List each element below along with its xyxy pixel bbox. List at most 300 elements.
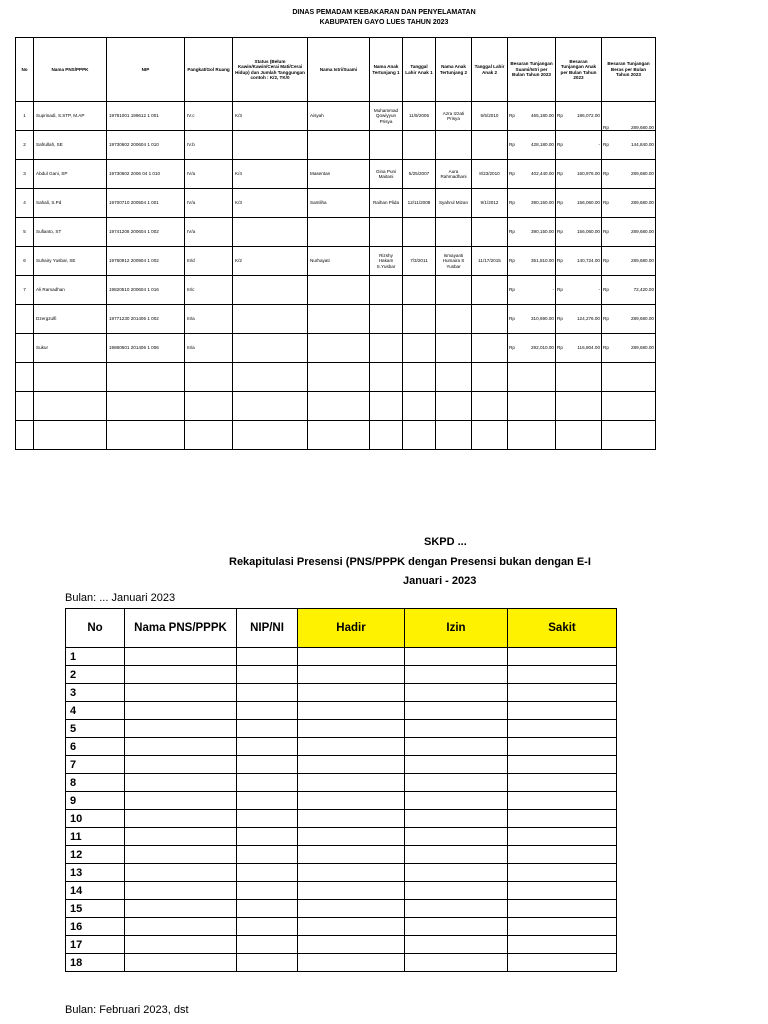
row-number: 13: [66, 864, 125, 882]
cell-no: 5: [16, 218, 34, 247]
cell-pangkat: IV/a: [185, 160, 233, 189]
table-row: [16, 276, 656, 305]
cell-tgl1: [403, 218, 436, 247]
attendance-cell: [298, 810, 405, 828]
attendance-period: Januari - 2023: [403, 575, 477, 587]
cell-anak1: Muhammad Qowiyyun Prisya: [370, 102, 403, 131]
cell-anak2: [436, 334, 472, 363]
attendance-row: [66, 702, 617, 720]
attendance-cell: [298, 756, 405, 774]
amount-value: 289,680.00: [631, 171, 654, 177]
attendance-cell: [508, 648, 617, 666]
currency-label: Rp: [509, 345, 515, 351]
attendance-cell: [237, 810, 298, 828]
cell-tunj_istri: [508, 334, 556, 363]
cell-tunj_istri: [508, 247, 556, 276]
attendance-cell: [298, 720, 405, 738]
attendance-cell: [298, 684, 405, 702]
currency-label: Rp: [509, 171, 515, 177]
currency-label: Rp: [557, 229, 563, 235]
currency-label: Rp: [509, 113, 515, 119]
currency-label: Rp: [557, 287, 563, 293]
empty-cell: [556, 421, 602, 450]
skpd-label: SKPD ...: [424, 536, 467, 548]
attendance-cell: [125, 648, 237, 666]
empty-cell: [436, 392, 472, 421]
empty-cell: [403, 392, 436, 421]
cell-tunj_anak: [556, 276, 602, 305]
empty-cell: [34, 421, 107, 450]
table-row: [16, 131, 656, 160]
allowance-col-10: Besaran Tunjangan Suami/Istri per Bulan Tahun 2023: [508, 38, 556, 102]
allowance-col-12: Besaran Tunjangan Beras per Bulan Tahun 2023: [602, 38, 656, 102]
cell-tunj_anak: [556, 247, 602, 276]
attendance-cell: [508, 936, 617, 954]
attendance-cell: [237, 702, 298, 720]
empty-cell: [233, 392, 308, 421]
attendance-cell: [237, 936, 298, 954]
attendance-cell: [405, 756, 508, 774]
attendance-cell: [405, 882, 508, 900]
cell-tgl2: 11/17/2015: [472, 247, 508, 276]
amount-value: 186,072.00: [577, 113, 600, 119]
attendance-cell: [237, 774, 298, 792]
cell-status: [233, 276, 308, 305]
attendance-cell: [508, 864, 617, 882]
currency-label: Rp: [509, 316, 515, 322]
empty-cell: [370, 421, 403, 450]
row-number: 14: [66, 882, 125, 900]
currency-label: Rp: [603, 229, 609, 235]
currency-label: Rp: [509, 258, 515, 264]
table-row: [16, 334, 656, 363]
cell-tunj_beras: [602, 102, 656, 131]
empty-cell: [602, 392, 656, 421]
attendance-cell: [298, 774, 405, 792]
amount-value: 289,680.00: [631, 258, 654, 264]
cell-tunj_istri: [508, 305, 556, 334]
col-hadir: Hadir: [298, 609, 405, 648]
cell-tgl2: [472, 131, 508, 160]
row-number: 8: [66, 774, 125, 792]
attendance-cell: [237, 648, 298, 666]
cell-pangkat: IV.c: [185, 102, 233, 131]
row-number: 12: [66, 846, 125, 864]
currency-label: Rp: [603, 124, 609, 130]
cell-anak2: [436, 305, 472, 334]
cell-nip: 19760912 200904 1 002: [107, 247, 185, 276]
cell-no: [16, 305, 34, 334]
cell-nip: 19730602 200604 1 010: [107, 131, 185, 160]
document-header: [0, 8, 768, 28]
empty-cell: [16, 363, 34, 392]
cell-anak1: [370, 305, 403, 334]
cell-tunj_istri: [508, 189, 556, 218]
cell-pangkat: III/d: [185, 247, 233, 276]
attendance-cell: [125, 720, 237, 738]
cell-pangkat: III/c: [185, 276, 233, 305]
empty-cell: [107, 392, 185, 421]
attendance-cell: [125, 882, 237, 900]
attendance-cell: [298, 846, 405, 864]
amount-value: 310,690.00: [531, 316, 554, 322]
currency-label: Rp: [509, 287, 515, 293]
currency-label: Rp: [603, 142, 609, 148]
empty-cell: [185, 363, 233, 392]
empty-cell: [472, 363, 508, 392]
cell-pasangan: Nurhayati: [308, 247, 370, 276]
cell-tunj_beras: [602, 189, 656, 218]
attendance-cell: [237, 900, 298, 918]
cell-no: 4: [16, 189, 34, 218]
attendance-cell: [405, 648, 508, 666]
attendance-cell: [508, 774, 617, 792]
cell-nama: Ali Ramadhan: [34, 276, 107, 305]
empty-cell: [472, 421, 508, 450]
cell-pangkat: III/a: [185, 305, 233, 334]
attendance-cell: [508, 666, 617, 684]
cell-tgl1: [403, 305, 436, 334]
attendance-cell: [237, 864, 298, 882]
attendance-cell: [125, 954, 237, 972]
cell-anak2: [436, 218, 472, 247]
amount-value: -: [552, 287, 554, 293]
cell-nama: Safrullah, SE: [34, 131, 107, 160]
attendance-cell: [125, 684, 237, 702]
empty-cell: [185, 392, 233, 421]
attendance-cell: [237, 684, 298, 702]
amount-value: 140,724.00: [577, 258, 600, 264]
currency-label: Rp: [509, 142, 515, 148]
row-number: 4: [66, 702, 125, 720]
attendance-cell: [508, 828, 617, 846]
attendance-cell: [125, 738, 237, 756]
currency-label: Rp: [603, 345, 609, 351]
cell-nip: 19700710 200504 1 001: [107, 189, 185, 218]
empty-row: [16, 421, 656, 450]
amount-value: 465,180.00: [531, 113, 554, 119]
cell-no: 2: [16, 131, 34, 160]
cell-tunj_anak: [556, 131, 602, 160]
cell-anak2: Aura Rahmadhani: [436, 160, 472, 189]
cell-pasangan: [308, 276, 370, 305]
cell-anak2: Azra Izzati Prisya: [436, 102, 472, 131]
cell-status: [233, 334, 308, 363]
empty-cell: [308, 421, 370, 450]
attendance-cell: [125, 828, 237, 846]
attendance-cell: [405, 846, 508, 864]
row-number: 17: [66, 936, 125, 954]
attendance-cell: [508, 756, 617, 774]
row-number: 5: [66, 720, 125, 738]
amount-value: 72,420.00: [633, 287, 654, 293]
attendance-row: [66, 720, 617, 738]
cell-nip: 19781001 199612 1 001: [107, 102, 185, 131]
attendance-cell: [508, 900, 617, 918]
attendance-cell: [125, 810, 237, 828]
cell-nip: 19741208 200604 1 002: [107, 218, 185, 247]
attendance-cell: [237, 828, 298, 846]
cell-tgl1: [403, 131, 436, 160]
row-number: 1: [66, 648, 125, 666]
cell-tgl2: 5/5/2010: [472, 102, 508, 131]
attendance-cell: [298, 648, 405, 666]
attendance-cell: [298, 666, 405, 684]
table-row: [16, 102, 656, 131]
cell-tunj_istri: [508, 102, 556, 131]
cell-nip: 19820510 200604 1 016: [107, 276, 185, 305]
attendance-cell: [237, 720, 298, 738]
cell-nama: Suhairy Yusbar, SE: [34, 247, 107, 276]
cell-pangkat: III/a: [185, 334, 233, 363]
allowance-table-header-row: [16, 38, 656, 102]
amount-value: 160,976.00: [577, 171, 600, 177]
cell-tunj_beras: [602, 276, 656, 305]
attendance-cell: [405, 810, 508, 828]
cell-tunj_beras: [602, 160, 656, 189]
attendance-cell: [508, 954, 617, 972]
currency-label: Rp: [557, 345, 563, 351]
currency-label: Rp: [557, 258, 563, 264]
attendance-cell: [508, 810, 617, 828]
attendance-table-header-row: [66, 609, 617, 648]
allowance-col-11: Besaran Tunjangan Anak per Bulan Tahun 2023: [556, 38, 602, 102]
cell-no: 6: [16, 247, 34, 276]
allowance-col-5: Nama Istri/Suami: [308, 38, 370, 102]
cell-status: K/4: [233, 160, 308, 189]
cell-nama: Sahali, S.Pd: [34, 189, 107, 218]
cell-pangkat: IV/a: [185, 189, 233, 218]
attendance-cell: [405, 936, 508, 954]
allowance-col-3: Pangkat/Gol Ruang: [185, 38, 233, 102]
currency-label: Rp: [557, 142, 563, 148]
attendance-cell: [125, 864, 237, 882]
amount-value: 156,060.00: [577, 200, 600, 206]
empty-cell: [472, 392, 508, 421]
attendance-cell: [125, 666, 237, 684]
attendance-cell: [405, 774, 508, 792]
cell-anak1: Gina Puni Maitani: [370, 160, 403, 189]
attendance-cell: [125, 918, 237, 936]
attendance-cell: [237, 954, 298, 972]
table-row: [16, 189, 656, 218]
cell-tunj_beras: [602, 131, 656, 160]
allowance-col-2: NIP: [107, 38, 185, 102]
amount-value: 402,440.00: [531, 171, 554, 177]
attendance-row: [66, 756, 617, 774]
table-row: [16, 160, 656, 189]
cell-tunj_anak: [556, 218, 602, 247]
empty-cell: [556, 392, 602, 421]
attendance-table: [65, 608, 617, 972]
attendance-cell: [125, 900, 237, 918]
attendance-row: [66, 738, 617, 756]
empty-cell: [107, 363, 185, 392]
cell-nama: Sukur: [34, 334, 107, 363]
attendance-row: [66, 954, 617, 972]
currency-label: Rp: [557, 316, 563, 322]
empty-cell: [16, 421, 34, 450]
attendance-row: [66, 810, 617, 828]
empty-cell: [436, 363, 472, 392]
attendance-cell: [237, 882, 298, 900]
attendance-title: Rekapitulasi Presensi (PNS/PPPK dengan Presensi bukan dengan E-I: [229, 556, 591, 568]
attendance-cell: [508, 846, 617, 864]
cell-tunj_beras: [602, 247, 656, 276]
empty-cell: [107, 421, 185, 450]
cell-anak1: Raihan Plida: [370, 189, 403, 218]
cell-tunj_beras: [602, 218, 656, 247]
empty-cell: [308, 363, 370, 392]
allowance-col-6: Nama Anak Tertunjang 1: [370, 38, 403, 102]
attendance-row: [66, 900, 617, 918]
cell-anak1: [370, 334, 403, 363]
cell-nip: 19771230 201406 1 002: [107, 305, 185, 334]
empty-cell: [556, 363, 602, 392]
empty-cell: [308, 392, 370, 421]
empty-row: [16, 363, 656, 392]
currency-label: Rp: [557, 113, 563, 119]
currency-label: Rp: [603, 287, 609, 293]
currency-label: Rp: [509, 229, 515, 235]
attendance-cell: [405, 918, 508, 936]
cell-nip: 19730602 2006 04 1 010: [107, 160, 185, 189]
cell-tgl1: [403, 276, 436, 305]
currency-label: Rp: [509, 200, 515, 206]
attendance-row: [66, 828, 617, 846]
attendance-row: [66, 882, 617, 900]
cell-tunj_beras: [602, 305, 656, 334]
attendance-cell: [508, 684, 617, 702]
cell-status: K/3: [233, 189, 308, 218]
attendance-cell: [298, 954, 405, 972]
cell-tgl2: [472, 276, 508, 305]
empty-cell: [16, 392, 34, 421]
cell-tgl2: [472, 218, 508, 247]
cell-pasangan: Aisyah: [308, 102, 370, 131]
cell-nama: Abdul Gani, SP: [34, 160, 107, 189]
attendance-cell: [298, 900, 405, 918]
cell-tunj_beras: [602, 334, 656, 363]
empty-cell: [370, 392, 403, 421]
currency-label: Rp: [557, 200, 563, 206]
amount-value: 289,680.00: [631, 229, 654, 235]
attendance-cell: [298, 864, 405, 882]
empty-cell: [436, 421, 472, 450]
currency-label: Rp: [603, 200, 609, 206]
attendance-row: [66, 684, 617, 702]
cell-nama: Suprinadi, S.STP, M.AP: [34, 102, 107, 131]
empty-cell: [403, 421, 436, 450]
cell-tgl2: [472, 334, 508, 363]
cell-anak2: Syahrul Mizan: [436, 189, 472, 218]
row-number: 6: [66, 738, 125, 756]
amount-value: 289,680.00: [631, 200, 654, 206]
empty-cell: [508, 392, 556, 421]
cell-pasangan: [308, 218, 370, 247]
attendance-row: [66, 648, 617, 666]
cell-pangkat: IV.b: [185, 131, 233, 160]
next-month-label: Bulan: Februari 2023, dst: [65, 1004, 189, 1016]
attendance-cell: [237, 918, 298, 936]
cell-tunj_anak: [556, 160, 602, 189]
attendance-cell: [237, 756, 298, 774]
col-nama: Nama PNS/PPPK: [125, 609, 237, 648]
cell-status: K/2: [233, 247, 308, 276]
attendance-row: [66, 936, 617, 954]
attendance-cell: [125, 846, 237, 864]
cell-anak2: Ismayanti Humaira S Yusbar: [436, 247, 472, 276]
cell-no: 3: [16, 160, 34, 189]
cell-nama: Dzergzulfi: [34, 305, 107, 334]
cell-tunj_istri: [508, 276, 556, 305]
attendance-row: [66, 918, 617, 936]
attendance-cell: [125, 774, 237, 792]
cell-anak1: Rizshy Hakam S.Yusbar: [370, 247, 403, 276]
currency-label: Rp: [603, 171, 609, 177]
cell-no: 7: [16, 276, 34, 305]
cell-no: 1: [16, 102, 34, 131]
attendance-row: [66, 792, 617, 810]
amount-value: 289,680.00: [631, 124, 654, 130]
cell-status: [233, 131, 308, 160]
amount-value: 116,804.00: [577, 345, 600, 351]
attendance-cell: [125, 936, 237, 954]
attendance-cell: [298, 738, 405, 756]
row-number: 10: [66, 810, 125, 828]
row-number: 7: [66, 756, 125, 774]
allowance-col-0: No: [16, 38, 34, 102]
empty-cell: [602, 421, 656, 450]
cell-tgl1: [403, 334, 436, 363]
row-number: 11: [66, 828, 125, 846]
cell-anak2: [436, 131, 472, 160]
cell-no: [16, 334, 34, 363]
empty-row: [16, 392, 656, 421]
row-number: 9: [66, 792, 125, 810]
amount-value: 156,060.00: [577, 229, 600, 235]
allowance-table: [15, 37, 656, 450]
col-izin: Izin: [405, 609, 508, 648]
month-label: Bulan: ... Januari 2023: [65, 592, 176, 604]
cell-tunj_anak: [556, 102, 602, 131]
cell-nip: 19860601 201406 1 006: [107, 334, 185, 363]
attendance-cell: [405, 720, 508, 738]
attendance-cell: [298, 792, 405, 810]
currency-label: Rp: [603, 258, 609, 264]
amount-value: 289,680.00: [631, 316, 654, 322]
attendance-row: [66, 666, 617, 684]
cell-pasangan: Masentan: [308, 160, 370, 189]
cell-tgl2: 8/23/2010: [472, 160, 508, 189]
row-number: 3: [66, 684, 125, 702]
attendance-cell: [125, 792, 237, 810]
attendance-cell: [298, 882, 405, 900]
allowance-col-8: Nama Anak Tertunjang 2: [436, 38, 472, 102]
attendance-cell: [508, 720, 617, 738]
col-nip: NIP/NI: [237, 609, 298, 648]
row-number: 16: [66, 918, 125, 936]
attendance-cell: [298, 936, 405, 954]
attendance-cell: [508, 792, 617, 810]
cell-tunj_anak: [556, 334, 602, 363]
cell-tgl1: 7/3/2011: [403, 247, 436, 276]
cell-nama: Sufianto, ST: [34, 218, 107, 247]
cell-status: K/3: [233, 102, 308, 131]
header-line-2: KABUPATEN GAYO LUES TAHUN 2023: [319, 19, 449, 26]
cell-tgl2: 9/1/2012: [472, 189, 508, 218]
cell-pasangan: [308, 334, 370, 363]
